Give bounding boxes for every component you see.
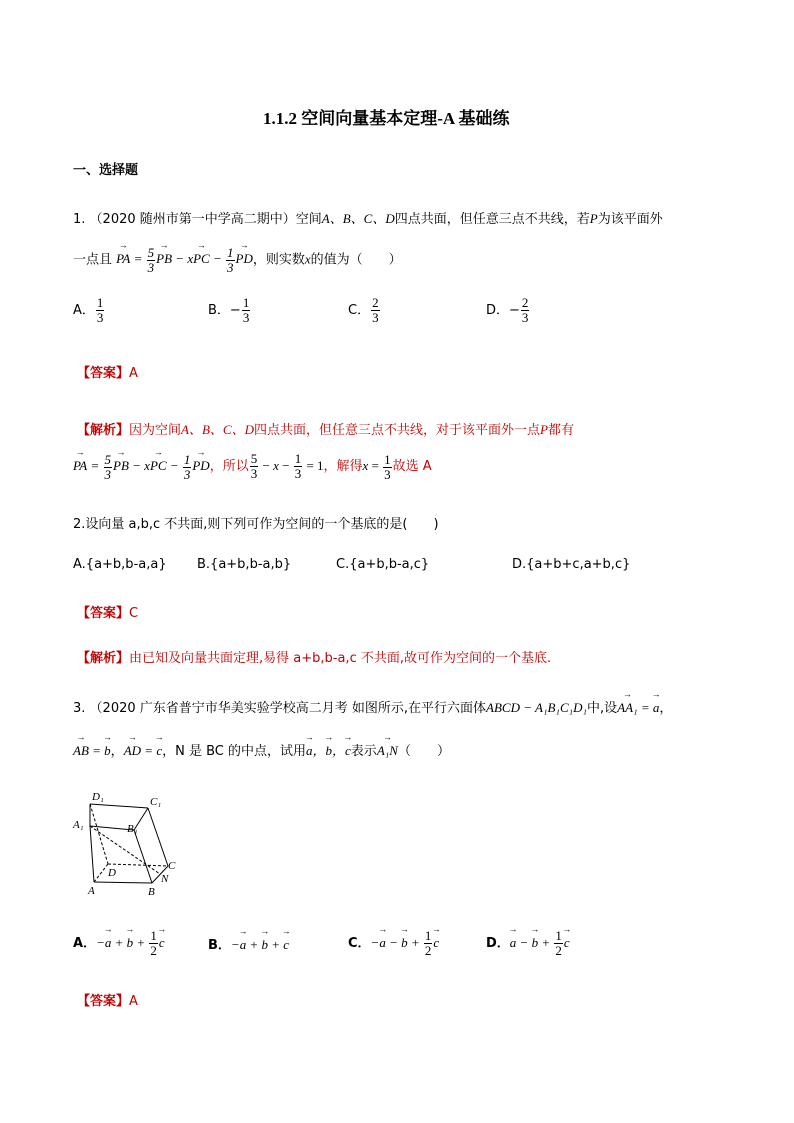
analysis-text: 四点共面，但任意三点不共线，对于该平面外一点 (253, 423, 540, 438)
option-num: 2 (521, 295, 529, 310)
section-heading: 一、选择题 (73, 163, 139, 178)
q1-text: 的值为（ ） (310, 252, 402, 268)
q1-answer (77, 362, 138, 381)
label-b: B (148, 886, 155, 898)
q3-answer (77, 990, 138, 1009)
option-num: 1 (96, 295, 104, 310)
option-den: 3 (521, 310, 529, 325)
q3-eq-ad: → AD = → c (124, 743, 162, 758)
q1-option-a[interactable] (73, 296, 105, 325)
analysis-text: 因为空间 (129, 423, 182, 438)
label-a: A (88, 885, 95, 897)
analysis-text: ，所以 (209, 459, 249, 474)
q3-line2: → AB = → b，→ AD = → c，N 是 BC 的中点，试用→ a，→ b，→ c表示→ A₁N（ ） (73, 740, 450, 759)
q3-option-a[interactable]: A．−→ a + → b + $\frac{1}{2}$ → c (73, 929, 165, 958)
q3-number: 3. (73, 701, 86, 716)
q3-option-d[interactable]: D．→ a − → b + $\frac{1}{2}$ → c (486, 929, 570, 958)
q3-text: ，N 是 BC 的中点，试用 (162, 744, 306, 759)
analysis-text: ，解得 (323, 459, 363, 474)
answer-label: 【答案】 (77, 366, 130, 381)
parallelepiped-figure (70, 786, 190, 898)
option-label: B． (208, 938, 231, 953)
q1-option-c[interactable] (348, 296, 381, 325)
q3-target-vector: → A₁N (377, 743, 398, 758)
analysis-label: 【解析】 (77, 423, 130, 438)
label-c1: C₁ (150, 796, 162, 808)
option-label: C． (348, 936, 371, 951)
q1-source: （2020 随州市第一中学高二期中） (89, 212, 296, 227)
q2-option-c[interactable]: C.{a+b,b-a,c} (336, 557, 430, 572)
q1-text: 空间 (295, 212, 322, 227)
q3-eq-aa1: → AA₁ = → a (617, 700, 659, 715)
option-num: 1 (242, 295, 250, 310)
label-c: C (168, 860, 176, 872)
analysis-text: 都有 (547, 423, 574, 438)
label-n: N (161, 873, 169, 885)
q2-answer (77, 602, 138, 621)
q1-text: 为该平面外 (597, 212, 663, 227)
option-sign: − (509, 303, 520, 318)
option-label: B． (208, 303, 230, 318)
option-num: 2 (372, 295, 379, 310)
q1-line1 (73, 208, 663, 227)
q2-option-a[interactable]: A.{a+b,b-a,a} (73, 557, 167, 572)
q3-text: 表示 (350, 744, 377, 759)
label-b1: B₁ (127, 823, 138, 835)
option-label: D． (486, 303, 510, 318)
q3-eq-ab: → AB = → b (73, 743, 111, 758)
answer-value: A (129, 366, 138, 381)
q3-text: （ ） (397, 744, 450, 759)
q1-number: 1. (73, 212, 86, 227)
q1-text: 四点共面，但任意三点不共线，若 (394, 212, 590, 227)
analysis-solution: x = $\frac{1}{3}$ (362, 451, 391, 482)
q1-var-x: x (304, 251, 311, 267)
q1-text: 一点且 (73, 252, 113, 268)
q3-solid: ABCD − A₁B₁C₁D₁ (486, 700, 588, 715)
q1-text: ，则实数 (252, 252, 305, 268)
analysis-points: A、B、C、D (181, 422, 254, 437)
q2-option-d[interactable]: D.{a+b+c,a+b,c} (512, 557, 631, 572)
q2-option-b[interactable]: B.{a+b,b-a,b} (197, 557, 292, 572)
q1-point-p: P (589, 211, 598, 226)
option-label: C． (348, 303, 371, 318)
q1-analysis-line2 (73, 452, 432, 482)
answer-label: 【答案】 (77, 606, 130, 621)
q1-option-d[interactable] (486, 296, 530, 325)
q1-line2 (73, 246, 402, 275)
analysis-point-p: P (540, 422, 548, 437)
analysis-equation: → PA = $\frac{5}{3}$ → PB − x→ PC − $\frac{1}{3}$ → PD (73, 458, 210, 473)
option-label: A． (73, 936, 97, 951)
analysis-sum: $\frac{5}{3}$ − x − $\frac{1}{3}$ = 1 (250, 451, 324, 481)
label-d1: D₁ (92, 791, 104, 803)
label-d: D (108, 867, 116, 879)
analysis-label: 【解析】 (77, 651, 130, 666)
option-den: 3 (372, 310, 379, 325)
answer-value: A (129, 994, 138, 1009)
q2-analysis (77, 647, 551, 666)
q3-line1 (73, 697, 672, 716)
label-a1: A₁ (73, 819, 84, 831)
answer-label: 【答案】 (77, 994, 130, 1009)
q1-points: A、B、C、D (321, 211, 395, 226)
option-label: A． (73, 303, 95, 318)
q1-equation: → PA = $\frac{5}{3}$ → PB − x→ PC − $\frac{1}{3}$ → PD (116, 251, 253, 266)
q1-analysis-line1 (77, 419, 574, 438)
q1-option-b[interactable] (208, 296, 251, 325)
option-label: D． (486, 936, 510, 951)
option-den: 3 (242, 310, 250, 325)
analysis-text: 由已知及向量共面定理,易得 a+b,b-a,c 不共面,故可作为空间的一个基底. (129, 651, 552, 666)
option-sign: − (229, 303, 241, 318)
q3-option-b[interactable]: B．−→ a + → b + → c (208, 934, 289, 953)
q3-text: 中,设 (587, 701, 618, 716)
q3-text: ， (659, 701, 673, 716)
q3-text: 如图所示,在平行六面体 (351, 701, 487, 716)
answer-value: C (129, 606, 139, 621)
q2-stem: 2.设向量 a,b,c 不共面,则下列可作为空间的一个基底的是( ) (73, 517, 439, 532)
option-den: 3 (96, 310, 104, 325)
q3-vectors: → a，→ b，→ c (306, 743, 351, 758)
q3-option-c[interactable]: C．−→ a − → b + $\frac{1}{2}$ → c (348, 929, 439, 958)
q3-source: （2020 广东省普宁市华美实验学校高二月考 (89, 701, 348, 716)
page-title: 1.1.2 空间向量基本定理-A 基础练 (263, 109, 510, 128)
analysis-text: 故选 A (392, 459, 432, 474)
